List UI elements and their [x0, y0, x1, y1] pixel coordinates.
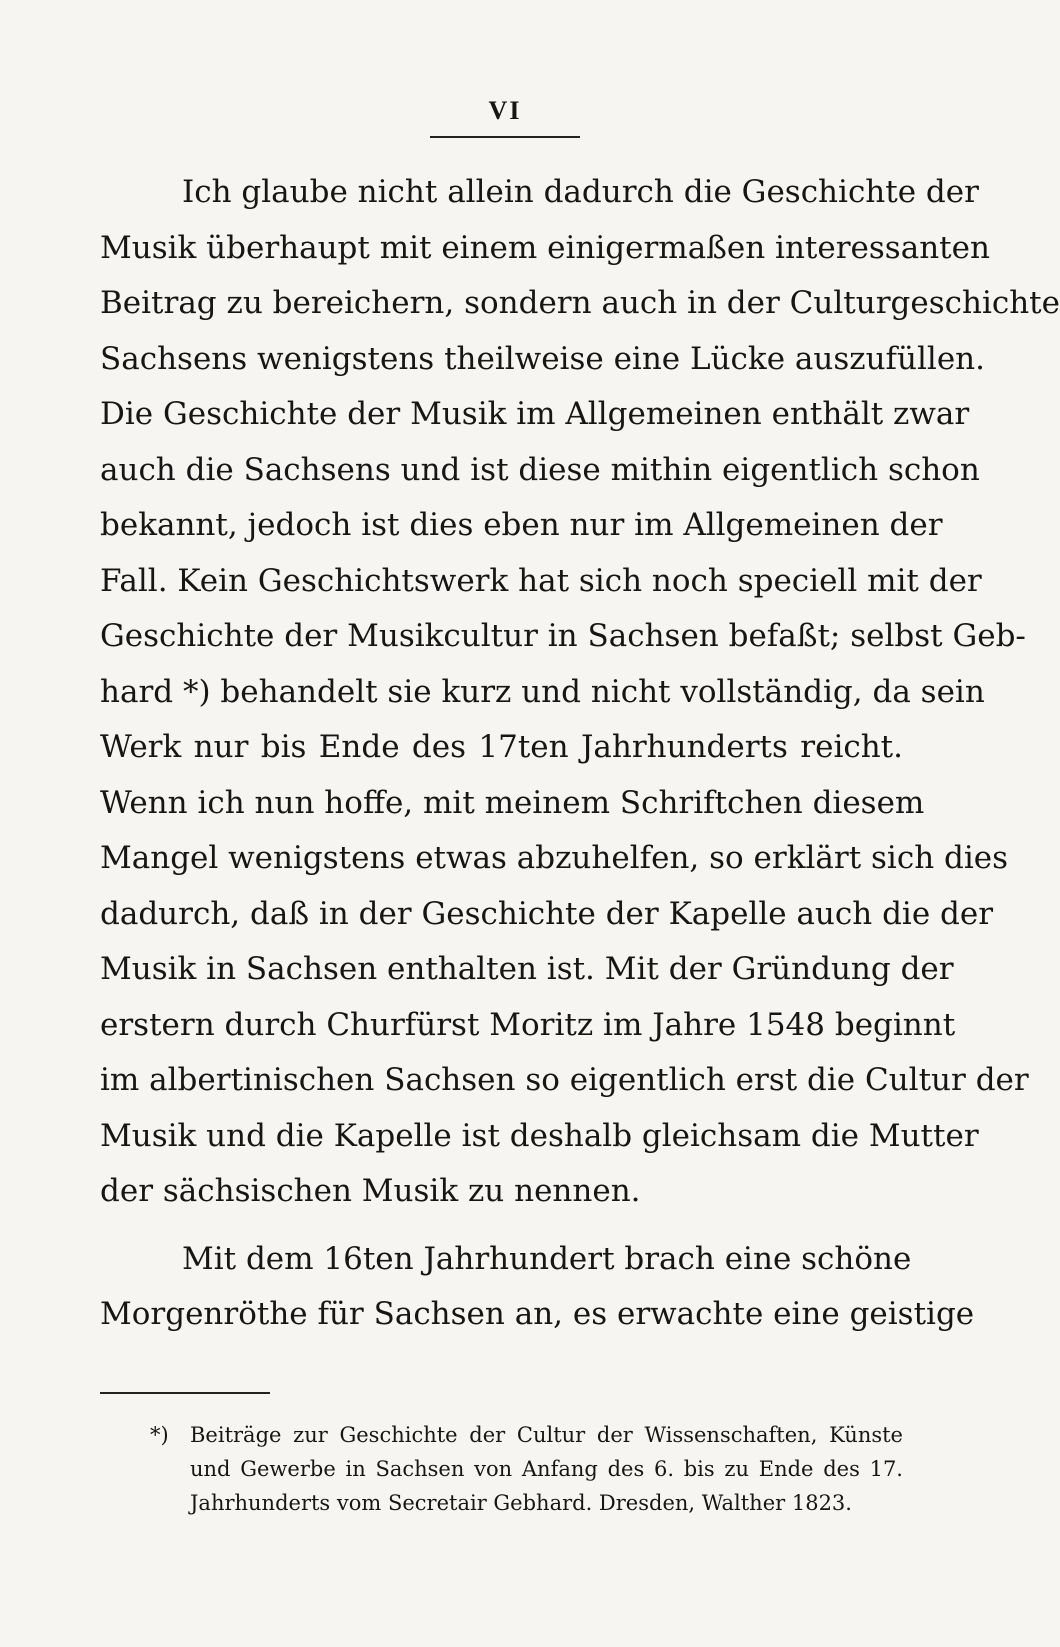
text-line: Mit dem 16ten Jahrhundert brach eine schöne [182, 1240, 912, 1277]
text-line: im albertinischen Sachsen so eigentlich erst die Cultur der [100, 1062, 1029, 1098]
text-line: Mangel wenigstens etwas abzuhelfen, so erklärt sich dies [100, 840, 1009, 876]
page-header [420, 96, 590, 138]
page-number: VI [488, 96, 522, 125]
text-line: Musik und die Kapelle ist deshalb gleichsam die Mutter [100, 1117, 979, 1154]
body-text [100, 165, 1060, 1343]
text-line: auch die Sachsens und ist diese mithin eigentlich schon [100, 451, 980, 488]
footnote-line: und Gewerbe in Sachsen von Anfang des 6. bis zu Ende des 17. [190, 1457, 903, 1481]
text-line: Sachsens wenigstens theilweise eine Lücke auszufüllen. [100, 340, 985, 377]
header-rule [430, 136, 580, 138]
text-line: Fall. Kein Geschichtswerk hat sich noch speciell mit der [100, 562, 982, 599]
text-line: bekannt, jedoch ist dies eben nur im Allgemeinen der [100, 507, 943, 543]
text-line: dadurch, daß in der Geschichte der Kapelle auch die der [100, 895, 994, 932]
text-line: hard *) behandelt sie kurz und nicht vollständig, da sein [100, 673, 985, 710]
paragraph-1 [100, 165, 1060, 1220]
text-line: Musik in Sachsen enthalten ist. Mit der Gründung der [100, 951, 954, 987]
footnote-line [150, 1418, 903, 1452]
footnote-marker: *) [150, 1423, 169, 1447]
text-line: Ich glaube nicht allein dadurch die Geschichte der [182, 174, 979, 210]
text-line: Geschichte der Musikcultur in Sachsen befaßt; selbst Geb- [100, 618, 1026, 654]
footnote [150, 1418, 903, 1520]
text-line: Morgenröthe für Sachsen an, es erwachte eine geistige [100, 1296, 975, 1332]
paragraph-gap [100, 1220, 903, 1232]
footnote-line: Jahrhunderts vom Secretair Gebhard. Dresden, Walther 1823. [190, 1491, 852, 1515]
text-line: Musik überhaupt mit einem einigermaßen interessanten [100, 229, 990, 266]
text-line: Die Geschichte der Musik im Allgemeinen enthält zwar [100, 396, 970, 432]
text-line: Werk nur bis Ende des 17ten Jahrhunderts reicht. [100, 729, 903, 765]
paragraph-2 [100, 1232, 975, 1343]
footnote-rule [100, 1392, 270, 1394]
text-line: erstern durch Churfürst Moritz im Jahre 1548 beginnt [100, 1006, 956, 1043]
text-line: Wenn ich nun hoffe, mit meinem Schriftchen diesem [100, 784, 925, 821]
text-line: Beitrag zu bereichern, sondern auch in der Culturgeschichte [100, 285, 1060, 321]
footnote-text: Beiträge zur Geschichte der Cultur der Wissenschaften, Künste [190, 1423, 903, 1447]
text-line: der sächsischen Musik zu nennen. [100, 1173, 641, 1209]
